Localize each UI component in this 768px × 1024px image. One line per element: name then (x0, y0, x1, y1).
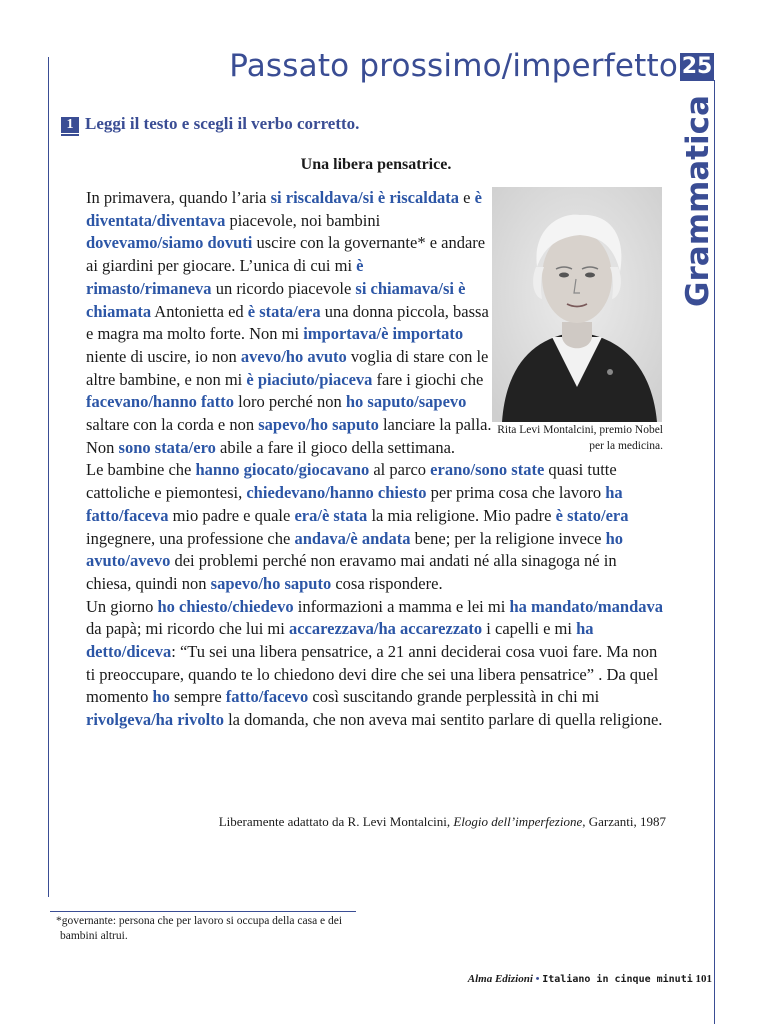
section-side-label-text: Grammatica (680, 94, 717, 307)
passage-text: quasi tutte cattoliche e piemontesi, (86, 460, 617, 503)
verb-choice: avevo/ho avuto (240, 346, 347, 366)
passage-text: dei problemi perché non eravamo mai andati né alla sinagoga né in chiesa, quindi non (86, 551, 617, 593)
verb-choice: ha mandato/mandava (509, 596, 664, 616)
verb-choice: era/è stata (294, 505, 368, 525)
passage-text: la mia religione. Mio padre (367, 505, 556, 525)
passage-text: Antonietta ed (151, 301, 248, 321)
verb-choice: è stato/era (555, 505, 629, 525)
passage-paragraph (86, 596, 666, 732)
passage-text: Le bambine che (86, 460, 196, 480)
verb-choice: è diventata/diventava (86, 188, 482, 230)
exercise-instruction: Leggi il testo e scegli il verbo corretto. (85, 114, 360, 133)
verb-choice: ho avuto/avevo (86, 528, 624, 571)
passage-text: loro perché non (234, 392, 346, 412)
passage-text: saltare con la corda e non (86, 415, 259, 435)
story-title: Una libera pensatrice. (300, 156, 452, 173)
passage-text: per prima cosa che lavoro (426, 483, 606, 503)
verb-choice: fatto/facevo (225, 687, 309, 707)
passage-text: così suscitando grande perplessità in chi mi (308, 687, 600, 707)
verb-choice: si chiamava/si è chiamata (86, 278, 466, 321)
passage-text: abile a fare il gioco della settimana. (215, 437, 456, 457)
exercise-number-badge: 1 (61, 117, 79, 133)
passage-text: informazioni a mamma e lei mi (293, 596, 510, 616)
page-footer (468, 973, 712, 985)
passage-text: bene; per la religione invece (410, 528, 606, 548)
passage-text: : “Tu sei una libera pensatrice, a 21 anni deciderai cosa vuoi fare. Ma non ti preoccupare, quando te lo chiedono devi dire che sei una libera pensatrice” . Da quel momento (86, 642, 659, 707)
verb-choice: erano/sono state (430, 460, 545, 480)
passage-text: la domanda, che non aveva mai sentito parlare di quella religione. (223, 710, 663, 730)
exercise-passage (86, 187, 666, 732)
footer-bullet: • (535, 973, 540, 985)
verb-choice: è piaciuto/piaceva (246, 369, 373, 389)
verb-choice: sono stata/ero (118, 437, 216, 457)
passage-text: ingegnere, una professione che (86, 528, 295, 548)
exercise-number-underline (61, 134, 79, 136)
photo-caption: Rita Levi Montalcini, premio Nobel per la medicina. (497, 424, 663, 452)
passage-text: lanciare la palla. Non (86, 415, 492, 457)
publisher-name: Alma Edizioni (467, 973, 533, 985)
passage-text: piacevole, noi bambini (225, 210, 381, 230)
verb-choice: chiedevano/hanno chiesto (246, 483, 427, 503)
passage-text: e (459, 188, 475, 207)
verb-choice: dovevamo/siamo dovuti (86, 233, 253, 253)
passage-text: fare i giochi che (372, 369, 484, 389)
footnote-rule (50, 911, 356, 912)
passage-text: In primavera, quando l’aria (86, 188, 271, 207)
verb-choice: importava/è importato (303, 324, 464, 344)
verb-choice: ho saputo/sapevo (345, 392, 467, 412)
photo-float-spacer (492, 187, 666, 455)
left-margin-rule (48, 57, 49, 897)
verb-choice: ho (152, 687, 170, 707)
source-prefix: Liberamente adattato da R. Levi Montalcini, (218, 814, 454, 829)
passage-text: da papà; mi ricordo che lui mi (86, 619, 289, 639)
passage-text: cosa rispondere. (331, 573, 443, 593)
source-work-title: Elogio dell’imperfezione (453, 814, 583, 829)
unit-number-badge: 25 (681, 54, 713, 79)
passage-text: sempre (169, 687, 226, 707)
verb-choice: è rimasto/rimaneva (86, 256, 364, 298)
verb-choice: ha fatto/faceva (86, 483, 623, 525)
verb-choice: si riscaldava/si è riscaldata (270, 188, 460, 207)
verb-choice: sapevo/ho saputo (258, 415, 379, 435)
verb-choice: accarezzava/ha accarezzato (288, 619, 483, 639)
passage-text: i capelli e mi (482, 619, 577, 639)
passage-text: un ricordo piacevole (211, 278, 356, 298)
passage-text: niente di uscire, io non (86, 346, 241, 366)
verb-choice: ho chiesto/chiedevo (157, 596, 294, 616)
passage-text: al parco (369, 460, 431, 480)
page-number: 101 (695, 973, 712, 985)
page-title: Passato prossimo/imperfetto (229, 48, 678, 84)
verb-choice: rivolgeva/ha rivolto (86, 710, 224, 730)
passage-text: Un giorno (86, 596, 158, 616)
verb-choice: hanno giocato/giocavano (195, 460, 370, 480)
verb-choice: facevano/hanno fatto (86, 392, 235, 412)
footnote: *governante: persona che per lavoro si occupa della casa e dei bambini altrui. (56, 915, 343, 942)
verb-choice: sapevo/ho saputo (210, 573, 332, 593)
passage-text: uscire con la governante* e andare ai giardini per giocare. L’unica di cui mi (86, 233, 486, 276)
source-citation (86, 814, 666, 830)
passage-text: mio padre e quale (168, 505, 295, 525)
verb-choice: andava/è andata (294, 528, 411, 548)
series-title: Italiano in cinque minuti (542, 974, 693, 985)
verb-choice: è stata/era (247, 301, 321, 321)
passage-text: una donna piccola, bassa e magra ma molto forte. Non mi (86, 301, 489, 344)
section-side-label (681, 88, 715, 313)
source-suffix: , Garzanti, 1987 (582, 814, 666, 829)
passage-paragraph (86, 459, 666, 595)
passage-text: voglia di stare con le altre bambine, e non mi (86, 346, 489, 389)
verb-choice: ha detto/diceva (86, 619, 594, 662)
